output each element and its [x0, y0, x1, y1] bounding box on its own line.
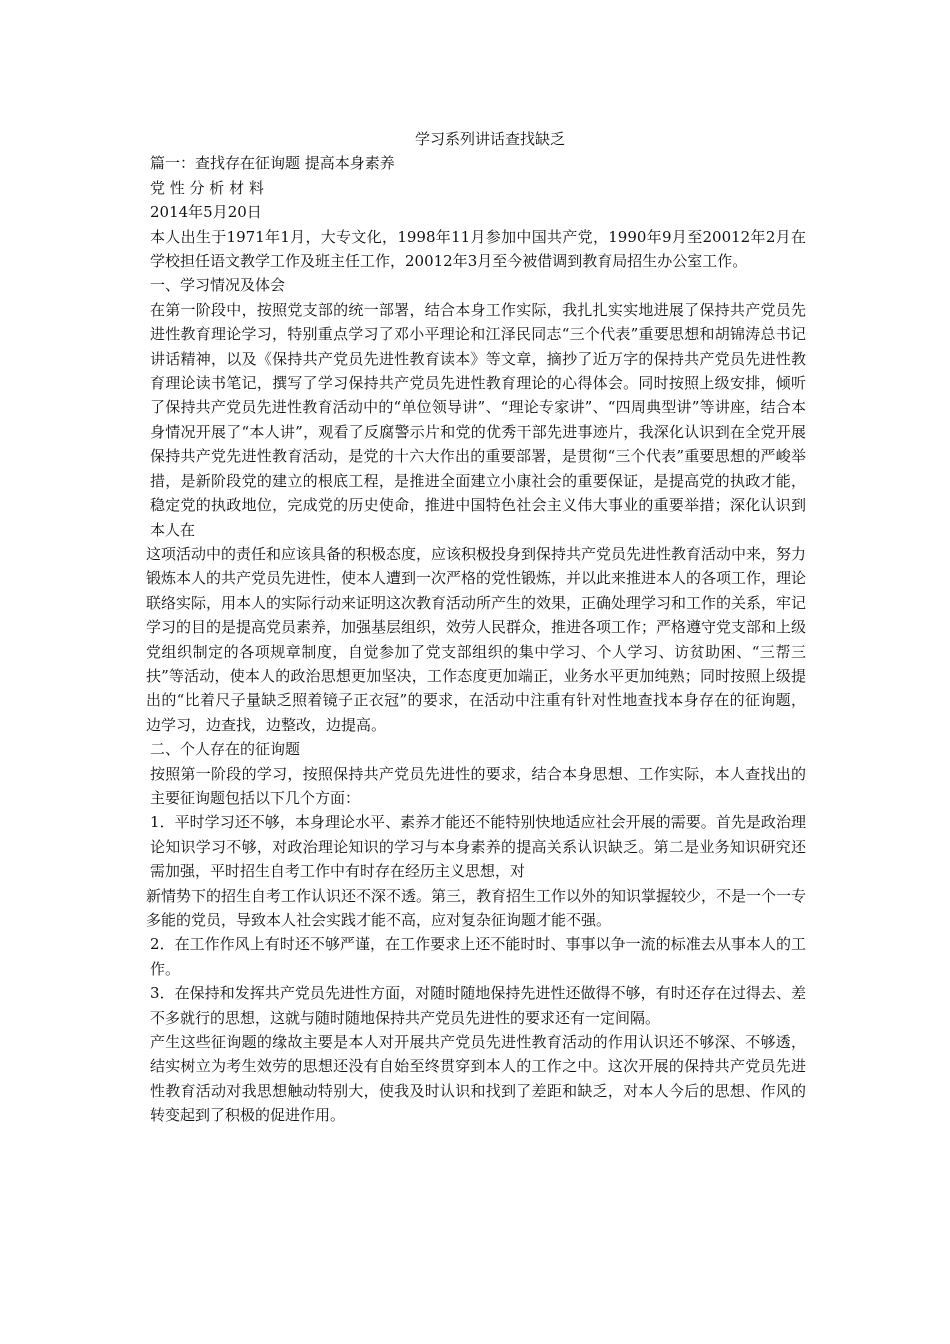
document-body	[146, 127, 806, 1128]
section-heading-study: 一、学习情况及体会	[150, 276, 286, 295]
paragraph-biography: 本人出生于1971年1月，大专文化，1998年11月参加中国共产党，1990年9月至20012年2月在学校担任语文教学工作及班主任工作，20012年3月至今被借调到教育局招生办公室工作。	[150, 227, 806, 271]
section-heading-problems: 二、个人存在的征询题	[150, 740, 301, 759]
paragraph-problems-intro: 按照第一阶段的学习，按照保持共产党员先进性的要求，结合本身思想、工作实际，本人查找出的主要征询题包括以下几个方面：	[150, 764, 806, 807]
document-subtitle: 篇一：查找存在征询题 提高本身素养	[150, 154, 395, 173]
document-date: 2014年5月20日	[150, 203, 262, 222]
list-item-problem-2: 2．在工作作风上有时还不够严谨，在工作要求上还不能时时、事事以争一流的标准去从事本人的工作。	[150, 935, 806, 978]
paragraph-causes: 产生这些征询题的缘故主要是本人对开展共产党员先进性教育活动的作用认识还不够深、不够透，结实树立为考生效劳的思想还没有自始至终贯穿到本人的工作之中。这次开展的保持共产党员先进性教育活动对我思想触动特别大，使我及时认识和找到了差距和缺乏，对本人今后的思想、作风的转变起到了积极的促进作用。	[150, 1033, 806, 1125]
document-title: 学习系列讲话查找缺乏	[414, 130, 565, 148]
paragraph-study-responsibility: 这项活动中的责任和应该具备的积极态度，应该积极投身到保持共产党员先进性教育活动中来，努力锻炼本人的共产党员先进性，使本人遭到一次严格的党性锻炼，并以此来推进本人的各项工作，理论联络实际，用本人的实际行动来证明这次教育活动所产生的效果，正确处理学习和工作的关系，牢记学习的目的是提高党员素养，加强基层组织，效劳人民群众，推进各项工作；严格遵守党支部和上级党组织制定的各项规章制度，自觉参加了党支部组织的集中学习、个人学习、访贫助困、“三帮三扶”等活动，使本人的政治思想更加坚决，工作态度更加端正，业务水平更加纯熟；同时按照上级提出的“比着尺子量缺乏照着镜子正衣冠”的要求，在活动中注重有针对性地查找本身存在的征询题，边学习，边查找，边整改，边提高。	[146, 544, 807, 734]
list-item-problem-3: 3．在保持和发挥共产党员先进性方面，对随时随地保持先进性还做得不够，有时还存在过得去、差不多就行的思想，这就与随时随地保持共产党员先进性的要求还有一定间隔。	[150, 984, 806, 1027]
list-item-problem-1-continued: 新情势下的招生自考工作认识还不深不透。第三，教育招生工作以外的知识掌握较少，不是一个一专多能的党员，导致本人社会实践才能不高，应对复杂征询题才能不强。	[146, 886, 807, 929]
paragraph-study-details: 在第一阶段中，按照党支部的统一部署，结合本身工作实际，我扎扎实实地进展了保持共产党员先进性教育理论学习，特别重点学习了邓小平理论和江泽民同志“三个代表”重要思想和胡锦涛总书记讲话精神，以及《保持共产党员先进性教育读本》等文章，摘抄了近万字的保持共产党员先进性教育理论读书笔记，撰写了学习保持共产党员先进性教育理论的心得体会。同时按照上级安排，倾听了保持共产党员先进性教育活动中的“单位领导讲”、“理论专家讲”、“四周典型讲”等讲座，结合本身情况开展了“本人讲”，观看了反腐警示片和党的优秀干部先进事迹片，我深化认识到在全党开展保持共产党先进性教育活动，是党的十六大作出的重要部署，是贯彻“三个代表”重要思想的严峻举措，是新阶段党的建立的根底工程，是推进全面建立小康社会的重要保证，是提高党的执政才能，稳定党的执政地位，完成党的历史使命，推进中国特色社会主义伟大事业的重要举措；深化认识到本人在	[150, 300, 806, 539]
list-item-problem-1: 1．平时学习还不够，本身理论水平、素养才能还不能特别快地适应社会开展的需要。首先是政治理论知识学习不够，对政治理论知识的学习与本身素养的提高关系认识缺乏。第二是业务知识研究还需加强，平时招生自考工作中有时存在经历主义思想，对	[150, 813, 806, 881]
document-heading: 党 性 分 析 材 料	[150, 178, 264, 197]
